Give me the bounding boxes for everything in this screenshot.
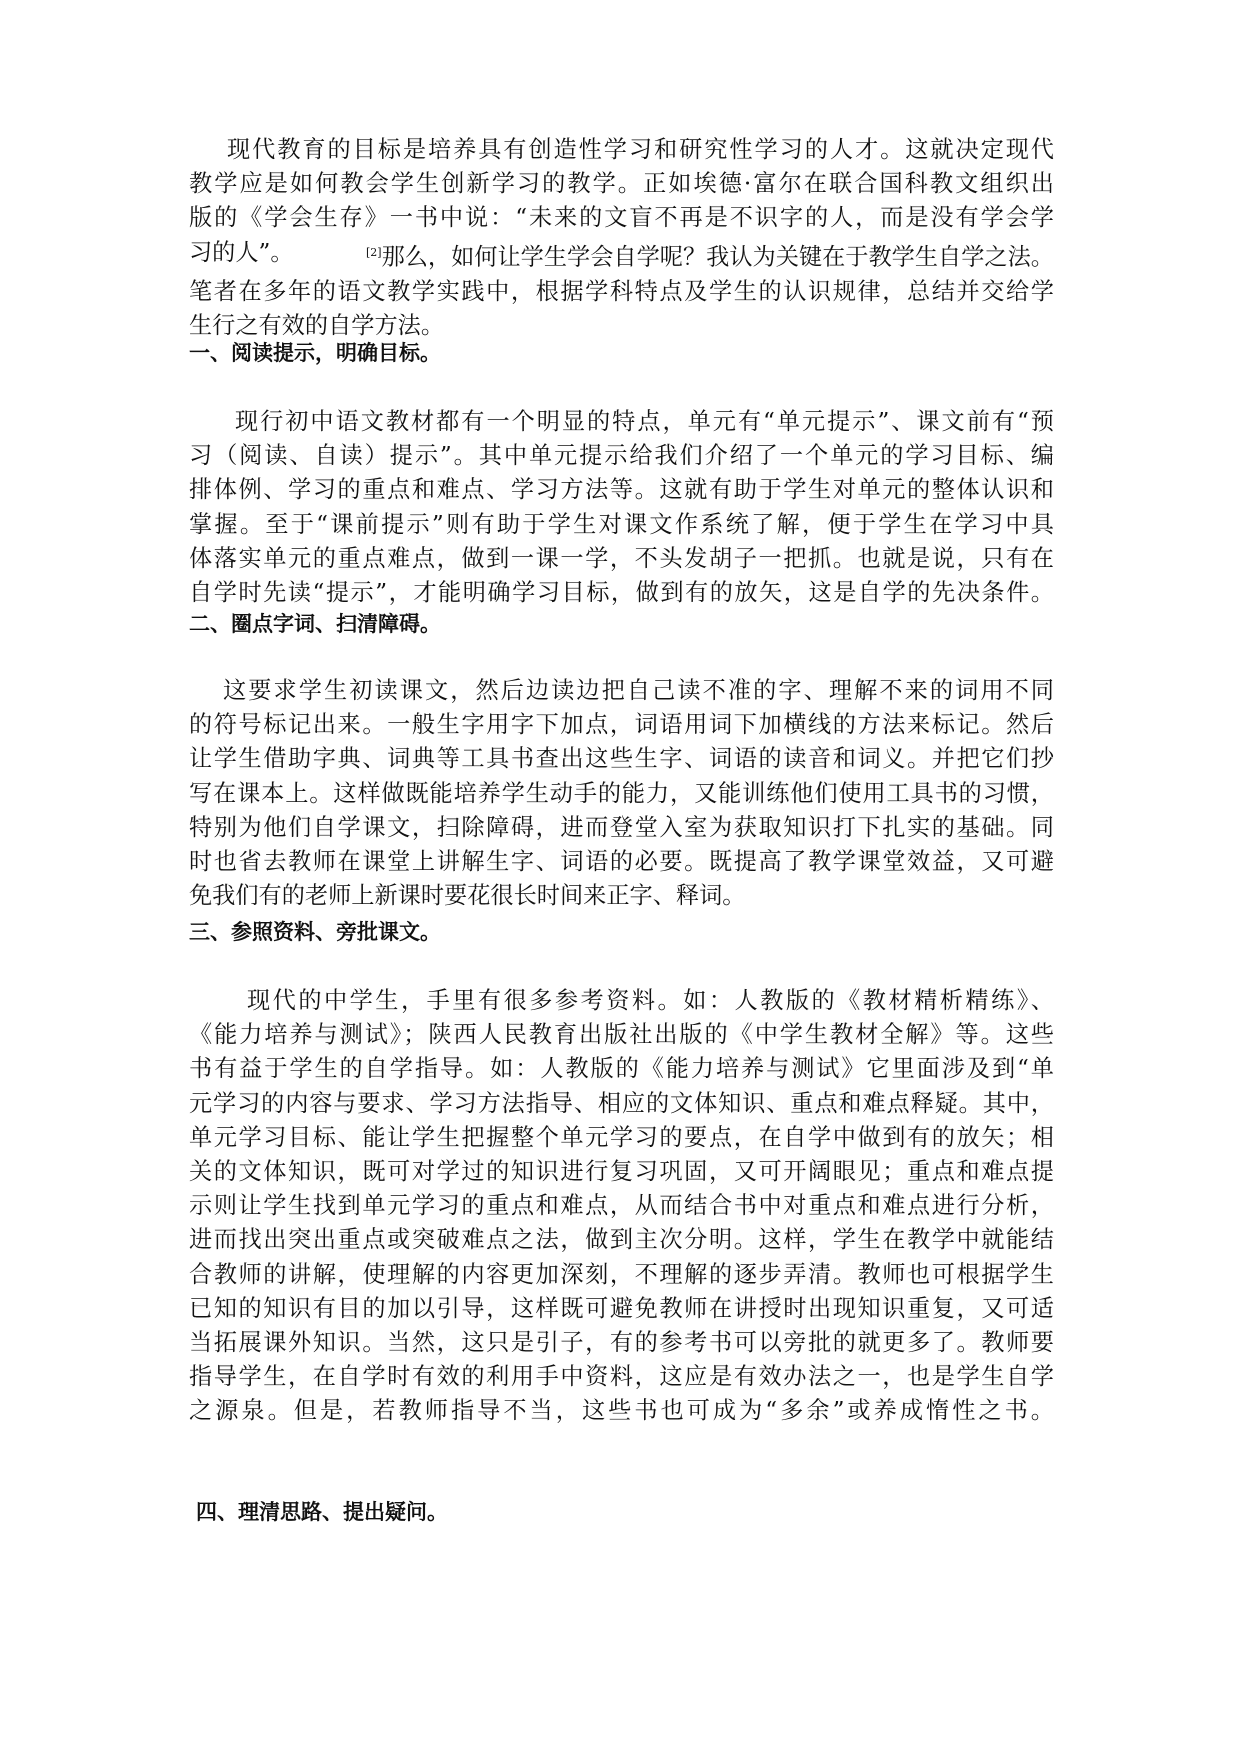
- text-line: 排体例、学习的重点和难点、学习方法等。这就有助于学生对单元的整体认识和: [189, 476, 1054, 504]
- text-line: 习（阅读、自读）提示”。其中单元提示给我们介绍了一个单元的学习目标、编: [189, 442, 1054, 470]
- text-line: 单元学习目标、能让学生把握整个单元学习的要点，在自学中做到有的放矢；相: [189, 1123, 1054, 1151]
- section-heading: 一、阅读提示，明确目标。: [189, 341, 441, 365]
- text-segment-group: [354, 236, 1054, 275]
- text-line: 《能力培养与测试》；陕西人民教育出版社出版的《中学生教材全解》等。这些: [189, 1021, 1054, 1049]
- text-line: 已知的知识有目的加以引导，这样既可避免教师在讲授时出现知识重复，又可适: [189, 1294, 1054, 1322]
- text-line: 笔者在多年的语文教学实践中，根据学科特点及学生的认识规律，总结并交给学: [189, 277, 1054, 305]
- text-line: 元学习的内容与要求、学习方法指导、相应的文体知识、重点和难点释疑。其中，: [189, 1089, 1054, 1117]
- text-line: 现代教育的目标是培养具有创造性学习和研究性学习的人才。这就决定现代: [227, 136, 1054, 163]
- text-line: 自学时先读“提示”，才能明确学习目标，做到有的放矢，这是自学的先决条件。: [189, 579, 1054, 607]
- text-line: 写在课本上。这样做既能培养学生动手的能力，又能训练他们使用工具书的习惯，: [189, 779, 1054, 807]
- text-line: 让学生借助字典、词典等工具书查出这些生字、词语的读音和词义。并把它们抄: [189, 745, 1054, 773]
- section-heading: 四、理清思路、提出疑问。: [196, 1500, 448, 1524]
- section-paragraph: [189, 405, 1054, 610]
- text-line: 教学应是如何教会学生创新学习的教学。正如埃德·富尔在联合国科教文组织出: [189, 170, 1054, 198]
- text-line: 合教师的讲解，使理解的内容更加深刻，不理解的逐步弄清。教师也可根据学生: [189, 1260, 1054, 1288]
- text-line: 特别为他们自学课文，扫除障碍，进而登堂入室为获取知识打下扎实的基础。同: [189, 813, 1054, 841]
- intro-paragraph: [189, 133, 1054, 343]
- text-line: 生行之有效的自学方法。: [189, 311, 445, 339]
- text-line: 版的《学会生存》一书中说：“未来的文盲不再是不识字的人，而是没有学会学: [189, 204, 1054, 232]
- section-heading: 二、圈点字词、扫清障碍。: [189, 612, 441, 636]
- section-heading: 三、参照资料、旁批课文。: [189, 920, 441, 944]
- text-segment: 那么，如何让学生学会自学呢？我认为关键在于教学生自学之法。: [381, 243, 1054, 271]
- text-line-with-citation: [189, 236, 1054, 275]
- text-line: 示则让学生找到单元学习的重点和难点，从而结合书中对重点和难点进行分析，: [189, 1192, 1054, 1220]
- text-line: 关的文体知识，既可对学过的知识进行复习巩固，又可开阔眼见；重点和难点提: [189, 1158, 1054, 1186]
- citation-marker: [2]: [365, 245, 382, 259]
- text-line: 掌握。至于“课前提示”则有助于学生对课文作系统了解，便于学生在学习中具: [189, 510, 1054, 538]
- text-line: 当拓展课外知识。当然，这只是引子，有的参考书可以旁批的就更多了。教师要: [189, 1329, 1054, 1357]
- text-line: 现行初中语文教材都有一个明显的特点，单元有“单元提示”、课文前有“预: [235, 408, 1054, 435]
- text-line: 进而找出突出重点或突破难点之法，做到主次分明。这样，学生在教学中就能结: [189, 1226, 1054, 1254]
- text-line: 书有益于学生的自学指导。如：人教版的《能力培养与测试》它里面涉及到“单: [189, 1055, 1054, 1083]
- text-line: 免我们有的老师上新课时要花很长时间来正字、释词。: [189, 882, 746, 910]
- text-line: 的符号标记出来。一般生字用字下加点，词语用词下加横线的方法来标记。然后: [189, 711, 1054, 739]
- text-segment: 习的人”。: [189, 238, 294, 266]
- text-line: 体落实单元的重点难点，做到一课一学，不头发胡子一把抓。也就是说，只有在: [189, 544, 1054, 572]
- section-paragraph: [189, 674, 1054, 913]
- text-line: 现代的中学生，手里有很多参考资料。如：人教版的《教材精析精练》、: [247, 987, 1054, 1014]
- text-line: 之源泉。但是，若教师指导不当，这些书也可成为“多余”或养成惰性之书。: [189, 1397, 1054, 1425]
- text-line: 这要求学生初读课文，然后边读边把自己读不准的字、理解不来的词用不同: [223, 677, 1054, 704]
- text-line: 时也省去教师在课堂上讲解生字、词语的必要。既提高了教学课堂效益，又可避: [189, 848, 1054, 876]
- text-line: 指导学生，在自学时有效的利用手中资料，这应是有效办法之一，也是学生自学: [189, 1363, 1054, 1391]
- section-paragraph: [189, 984, 1054, 1429]
